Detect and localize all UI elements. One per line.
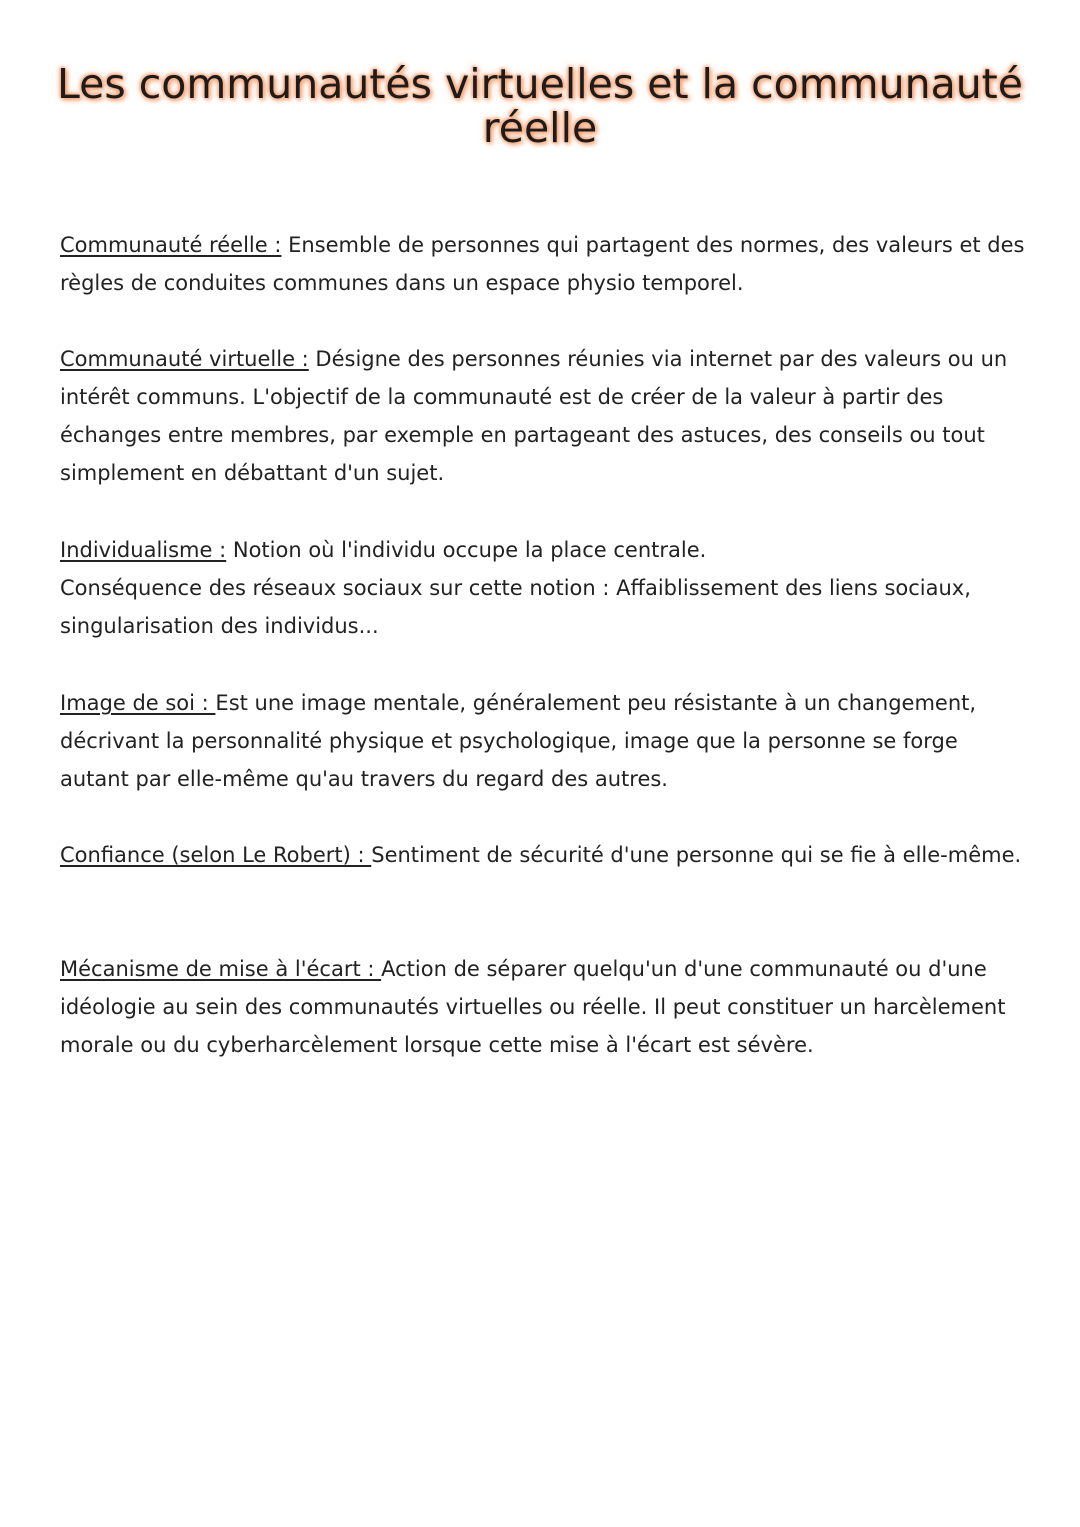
- definition-term: Confiance (selon Le Robert) :: [60, 843, 372, 867]
- definition-text: Action de séparer quelqu'un d'une communauté ou d'une idéologie au sein des communautés virtuelles ou réelle. Il peut constituer un harcèlement morale ou du cyberharcèlement lorsque cette mise à l'écart est sévère.: [60, 957, 1006, 1057]
- definition-text: Ensemble de personnes qui partagent des normes, des valeurs et des règles de conduites communes dans un espace physio temporel.: [60, 233, 1025, 295]
- definition-term: Image de soi :: [60, 691, 216, 715]
- page-title: Les communautés virtuelles et la communauté réelle: [57, 60, 1023, 152]
- definition-extra-text: Conséquence des réseaux sociaux sur cette notion : Affaiblissement des liens sociaux, singularisation des individus...: [60, 576, 971, 638]
- definition-text: Notion où l'individu occupe la place centrale.: [226, 538, 707, 562]
- definition-image-de-soi: [60, 684, 1025, 798]
- definition-text: Est une image mentale, généralement peu résistante à un changement, décrivant la personnalité physique et psychologique, image que la personne se forge autant par elle-même qu'au travers du regard des autres.: [60, 691, 977, 791]
- definition-mise-a-l-ecart: [60, 950, 1025, 1064]
- definition-term: Mécanisme de mise à l'écart :: [60, 957, 382, 981]
- definition-confiance: [60, 836, 1025, 874]
- definition-text: Sentiment de sécurité d'une personne qui se fie à elle-même.: [371, 843, 1022, 867]
- definition-text: Désigne des personnes réunies via internet par des valeurs ou un intérêt communs. L'objectif de la communauté est de créer de la valeur à partir des échanges entre membres, par exemple en partageant des astuces, des conseils ou tout simplement en débattant d'un sujet.: [60, 347, 1008, 485]
- definition-communaute-reelle: [60, 226, 1025, 302]
- definition-term: Communauté virtuelle :: [60, 347, 309, 371]
- definition-term: Individualisme :: [60, 538, 227, 562]
- definition-individualisme: [60, 531, 1025, 645]
- definition-term: Communauté réelle :: [60, 233, 282, 257]
- definition-communaute-virtuelle: [60, 340, 1025, 492]
